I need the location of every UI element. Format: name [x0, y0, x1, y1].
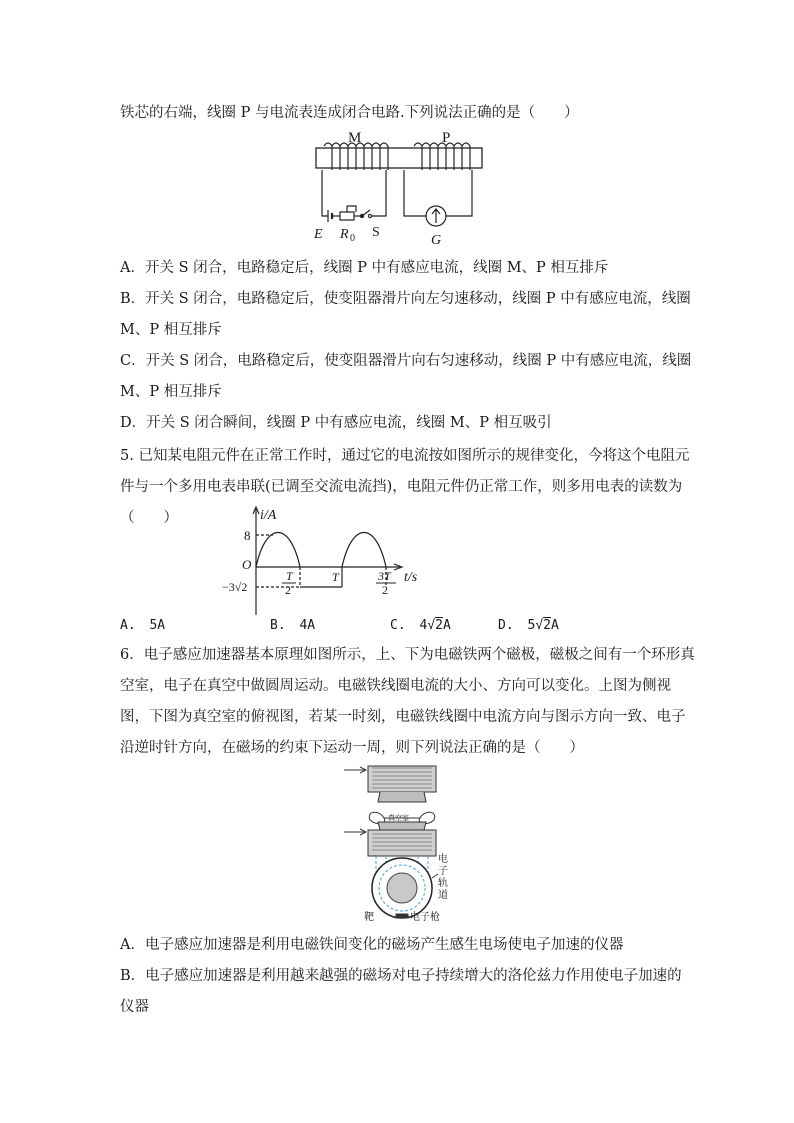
x-axis-label: t/s	[404, 570, 418, 585]
q5-stem-line2: 件与一个多用电表串联(已调至交流电流挡)，电阻元件仍正常工作，则多用电表的读数为	[120, 479, 683, 495]
q5-option-d	[498, 618, 559, 633]
q6-option-a: A．电子感应加速器是利用电磁铁间变化的磁场产生感生电场使电子加速的仪器	[120, 937, 624, 953]
y-tick-neg: −3√2	[222, 580, 248, 594]
q5-option-b-value: 4A	[299, 618, 316, 633]
q5-option-d-letter: D.	[498, 618, 514, 633]
y-tick-8: 8	[244, 528, 251, 543]
sqrt-icon: √	[535, 618, 544, 633]
q6-betatron-figure	[340, 762, 470, 922]
q6-stem-line1: 6．电子感应加速器基本原理如图所示，上、下为电磁铁两个磁极，磁极之间有一个环形真	[120, 647, 695, 663]
track-label-3: 轨	[438, 878, 448, 889]
x-tick-t: T	[332, 570, 339, 584]
q5-option-d-unit: A	[550, 618, 559, 633]
label-g: G	[431, 233, 442, 248]
label-r: R	[340, 227, 349, 242]
origin-label: O	[242, 557, 252, 572]
q5-option-a	[120, 618, 165, 633]
q5-stem-line3: （ ）	[120, 510, 178, 526]
label-s: S	[372, 225, 380, 240]
q4-option-b-cont: M、P 相互排斥	[120, 322, 222, 338]
q4-option-d: D．开关 S 闭合瞬间，线圈 P 中有感应电流，线圈 M、P 相互吸引	[120, 415, 552, 431]
x-tick-3t2-den: 2	[382, 583, 388, 597]
q5-option-a-value: 5A	[149, 618, 166, 633]
q6-option-b-cont: 仪器	[120, 999, 149, 1015]
target-label: 靶	[364, 912, 374, 922]
sqrt-icon: √	[427, 618, 436, 633]
q6-stem-line3: 图，下图为真空室的俯视图，若某一时刻，电磁铁线圈中电流方向与图示方向一致、电子	[120, 709, 686, 725]
q5-option-c	[390, 618, 451, 633]
q5-option-c-root: 2	[435, 618, 443, 633]
gun-label: 电子枪	[410, 912, 440, 922]
q4-option-c-cont: M、P 相互排斥	[120, 384, 222, 400]
track-label-4: 道	[438, 890, 448, 901]
q5-option-b-letter: B.	[270, 618, 286, 633]
q5-option-c-pre: 4	[419, 618, 428, 633]
q5-option-c-unit: A	[442, 618, 451, 633]
q5-option-b	[270, 618, 315, 633]
x-tick-3t2-num: 3T	[378, 569, 391, 583]
track-label-1: 电	[438, 854, 448, 865]
q4-option-a: A．开关 S 闭合，电路稳定后，线圈 P 中有感应电流，线圈 M、P 相互排斥	[120, 260, 609, 276]
q4-circuit-figure	[310, 128, 490, 250]
x-tick-t2-num: T	[286, 569, 293, 583]
q5-stem-line1: 5. 已知某电阻元件在正常工作时，通过它的电流按如图所示的规律变化，今将这个电阻元	[120, 448, 690, 464]
label-e: E	[314, 227, 323, 242]
y-axis-label: i/A	[260, 508, 277, 523]
q5-option-c-letter: C.	[390, 618, 406, 633]
q4-option-b: B．开关 S 闭合，电路稳定后，使变阻器滑片向左匀速移动，线圈 P 中有感应电流，线圈	[120, 291, 691, 307]
label-m: M	[348, 130, 362, 146]
label-r-sub: 0	[350, 233, 355, 244]
q5-option-a-letter: A.	[120, 618, 136, 633]
track-label-2: 子	[438, 866, 448, 877]
q6-option-b: B．电子感应加速器是利用越来越强的磁场对电子持续增大的洛伦兹力作用使电子加速的	[120, 968, 682, 984]
q5-current-graph	[218, 503, 428, 619]
vacuum-label: 真空室	[388, 814, 409, 822]
q4-stem: 铁芯的右端，线圈 P 与电流表连成闭合电路.下列说法正确的是（ ）	[120, 105, 579, 121]
q5-option-d-root: 2	[543, 618, 551, 633]
label-p: P	[442, 130, 451, 146]
q6-stem-line4: 沿逆时针方向，在磁场的约束下运动一周，则下列说法正确的是（ ）	[120, 740, 584, 756]
q6-stem-line2: 空室，电子在真空中做圆周运动。电磁铁线圈电流的大小、方向可以变化。上图为侧视	[120, 678, 671, 694]
q5-option-d-pre: 5	[527, 618, 536, 633]
q4-option-c: C．开关 S 闭合，电路稳定后，使变阻器滑片向右匀速移动，线圈 P 中有感应电流，线圈	[120, 353, 692, 369]
x-tick-t2-den: 2	[285, 583, 291, 597]
